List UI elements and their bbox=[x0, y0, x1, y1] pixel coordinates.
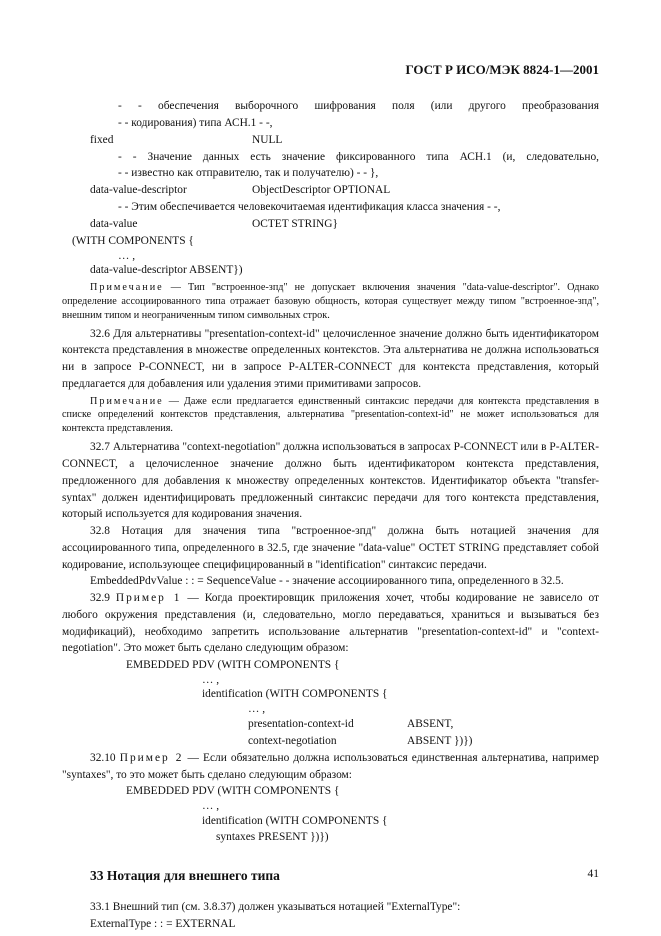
paragraph-33-1: 33.1 Внешний тип (см. 3.8.37) должен указываться нотацией "ExternalType": bbox=[90, 901, 461, 914]
section-title: 33 Нотация для внешнего типа bbox=[90, 868, 280, 884]
paragraph-text: — Если обязательно должна использоваться единственная альтернатива, например "syntaxes", то это может быть сделано следующим образом: bbox=[62, 751, 599, 781]
paragraph-32-7: 32.7 Альтернатива "context-negotiation" должна использоваться в запросах P-CONNECT или в P-ALTER-CONNECT, а целочисленное значение должно быть идентификатором контекста представления, предложенного для добавления к множеству определенных контекстов. Идентификатор объекта "transfer-syntax" должен идентифицировать предложенный синтаксис передачи для того контекста представления, который используется для кодирования значения. bbox=[62, 441, 599, 521]
field-name: presentation-context-id bbox=[248, 717, 354, 730]
code-field-line bbox=[62, 733, 599, 750]
example-label: Пример 1 bbox=[115, 592, 182, 605]
note-text: — Даже если предлагается единственный синтаксис передачи для контекста представления в списке определений контекстов представления, альтернатива "presentation-context-id" не может использоваться для контекста представления. bbox=[62, 395, 599, 435]
clause-number: 32.9 bbox=[90, 592, 110, 605]
page-number: 41 bbox=[587, 868, 599, 880]
note-2 bbox=[62, 395, 599, 437]
code-line: data-value-descriptor ABSENT}) bbox=[90, 264, 243, 277]
field-name: fixed bbox=[90, 133, 114, 146]
paragraph-32-6: 32.6 Для альтернативы "presentation-context-id" целочисленное значение должно быть идентификатором контекста представления в множестве определенных контекстов. Эта альтернатива не должна использоваться ни в запросе P-CONNECT, ни в запросе P-ALTER-CONNECT для контекста представления, который предлагается для добавления или удаления этими примитивами запросов. bbox=[62, 327, 599, 390]
code-field-line bbox=[62, 716, 599, 733]
code-line: (WITH COMPONENTS { bbox=[72, 234, 194, 247]
code-line: identification (WITH COMPONENTS { bbox=[202, 814, 388, 827]
code-line: ExternalType : : = EXTERNAL bbox=[90, 917, 236, 930]
page-content bbox=[62, 98, 599, 933]
code-field-line bbox=[62, 132, 599, 149]
field-value: ABSENT, bbox=[407, 717, 454, 730]
code-line: EMBEDDED PDV (WITH COMPONENTS { bbox=[126, 659, 340, 672]
paragraph-32-8: 32.8 Нотация для значения типа "встроенное-зпд" должна быть нотацией значения для ассоциированного типа, определенного в 32.5, где значение "data-value" OCTET STRING представляет собой кодирование, использующее специфицированный в "identification" синтаксис передачи. bbox=[62, 525, 599, 571]
code-line: … , bbox=[248, 703, 266, 716]
document-header: ГОСТ Р ИСО/МЭК 8824-1—2001 bbox=[405, 62, 599, 77]
field-type: NULL bbox=[252, 133, 283, 146]
paragraph-32-9 bbox=[62, 590, 599, 657]
note-text: — Тип "встроенное-зпд" не допускает включения значения "data-value-descriptor". Однако определение ассоциированного типа отражает базовую общность, которая существует между типом "встроенное-зпд", внешним типом и неограниченным типом символьных строк. bbox=[62, 281, 599, 321]
code-line: … , bbox=[202, 673, 220, 686]
code-comment-line: - - известно как отправителю, так и получателю) - - }, bbox=[118, 167, 379, 180]
clause-number: 32.10 bbox=[90, 751, 116, 764]
field-type: ObjectDescriptor OPTIONAL bbox=[252, 184, 391, 197]
example-label: Пример 2 bbox=[119, 751, 184, 764]
code-field-line bbox=[62, 216, 599, 233]
code-comment-line: - - кодирования) типа АСН.1 - -, bbox=[118, 116, 273, 129]
code-line: syntaxes PRESENT })}) bbox=[216, 831, 329, 844]
field-name: data-value-descriptor bbox=[90, 184, 187, 197]
code-comment-line: - - Значение данных есть значение фиксированного типа АСН.1 (и, следовательно, bbox=[118, 150, 599, 163]
paragraph-text: — Когда проектировщик приложения хочет, чтобы кодирование не зависело от любого окружения представления (и, следовательно, могло передаваться, храниться и вызываться без модификаций), необходимо запретить использование альтернатив "presentation-context-id" и "context-negotiation". Это может быть сделано следующим образом: bbox=[62, 592, 599, 655]
code-comment-line: - - Этим обеспечивается человекочитаемая идентификация класса значения - -, bbox=[118, 201, 501, 214]
code-line: … , bbox=[202, 800, 220, 813]
note-1 bbox=[62, 281, 599, 323]
note-label: Примечание bbox=[90, 281, 164, 293]
code-line: identification (WITH COMPONENTS { bbox=[202, 688, 388, 701]
field-type: OCTET STRING} bbox=[252, 217, 338, 230]
code-line: EMBEDDED PDV (WITH COMPONENTS { bbox=[126, 785, 340, 798]
field-name: data-value bbox=[90, 217, 138, 230]
field-value: ABSENT })}) bbox=[407, 734, 473, 747]
code-line: EmbeddedPdvValue : : = SequenceValue - - значение ассоциированного типа, определенного в 32.5. bbox=[90, 575, 564, 588]
code-field-line bbox=[62, 182, 599, 199]
paragraph-32-10 bbox=[62, 750, 599, 784]
code-line: … , bbox=[118, 249, 136, 262]
code-comment-line: - - обеспечения выборочного шифрования поля (или другого преобразования bbox=[118, 100, 599, 112]
note-label: Примечание bbox=[90, 395, 164, 407]
field-name: context-negotiation bbox=[248, 734, 337, 747]
